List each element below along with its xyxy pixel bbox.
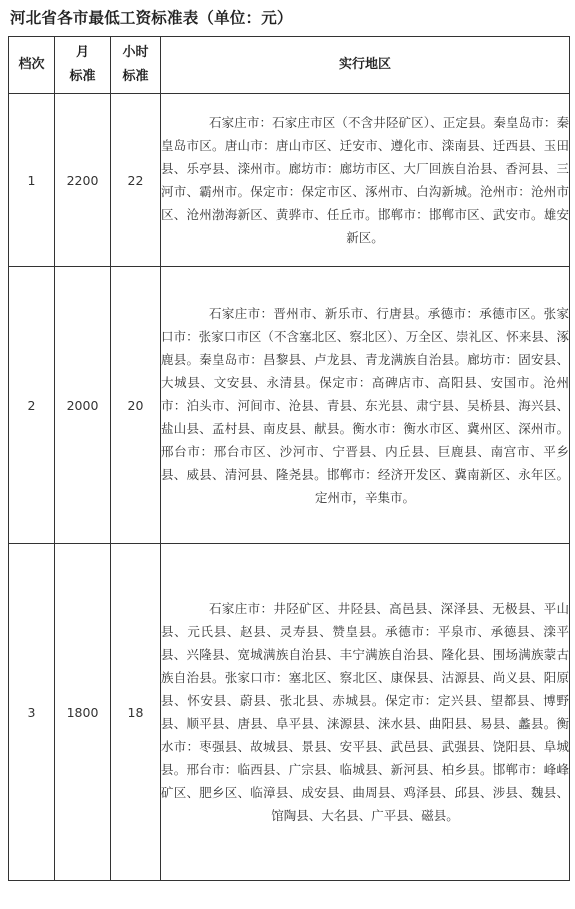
cell-areas (161, 544, 570, 881)
cell-areas (161, 267, 570, 544)
header-level-label: 档次 (18, 57, 45, 72)
areas-text: 石家庄市：石家庄市区（不含井陉矿区）、正定县。秦皇岛市：秦皇岛市区。唐山市：唐山市区、迁安市、遵化市、滦南县、迁西县、玉田县、乐亭县、滦州市。廊坊市：廊坊市区、大厂回族自治县、香河县、三河市、霸州市。保定市：保定市区、涿州市、白沟新城。沧州市：沧州市区、沧州渤海新区、黄骅市、任丘市。邯郸市：邯郸市区、武安市。雄安新区。 (161, 115, 569, 245)
cell-hourly: 18 (111, 544, 161, 881)
cell-level: 2 (9, 267, 55, 544)
minimum-wage-table (8, 36, 570, 881)
header-hourly-line2: 标准 (122, 69, 149, 84)
cell-level: 1 (9, 94, 55, 267)
header-monthly-standard (55, 37, 111, 94)
table-row (9, 94, 570, 267)
cell-areas (161, 94, 570, 267)
areas-text: 石家庄市：井陉矿区、井陉县、高邑县、深泽县、无极县、平山县、元氏县、赵县、灵寿县、赞皇县。承德市：平泉市、承德县、滦平县、兴隆县、宽城满族自治县、丰宁满族自治县、隆化县、围场满族蒙古族自治县。张家口市：塞北区、察北区、康保县、沽源县、尚义县、阳原县、怀安县、蔚县、张北县、赤城县。保定市：定兴县、望都县、博野县、顺平县、唐县、阜平县、涞源县、涞水县、曲阳县、易县、蠡县。衡水市：枣强县、故城县、景县、安平县、武邑县、武强县、饶阳县、阜城县。邢台市：临西县、广宗县、临城县、新河县、柏乡县。邯郸市：峰峰矿区、肥乡区、临漳县、成安县、曲周县、鸡泽县、邱县、涉县、魏县、馆陶县、大名县、广平县、磁县。 (161, 601, 569, 823)
header-areas-label: 实行地区 (338, 57, 391, 72)
header-monthly-line1: 月 (75, 45, 89, 60)
header-monthly-line2: 标准 (69, 69, 96, 84)
table-row (9, 544, 570, 881)
cell-monthly: 2200 (55, 94, 111, 267)
cell-monthly: 2000 (55, 267, 111, 544)
cell-monthly: 1800 (55, 544, 111, 881)
header-hourly-standard (111, 37, 161, 94)
areas-text: 石家庄市：晋州市、新乐市、行唐县。承德市：承德市区。张家口市：张家口市区（不含塞北区、察北区）、万全区、崇礼区、怀来县、涿鹿县。秦皇岛市：昌黎县、卢龙县、青龙满族自治县。廊坊市：固安县、大城县、文安县、永清县。保定市：高碑店市、高阳县、安国市。沧州市：泊头市、河间市、沧县、青县、东光县、肃宁县、吴桥县、海兴县、盐山县、孟村县、南皮县、献县。衡水市：衡水市区、冀州区、深州市。邢台市：邢台市区、沙河市、宁晋县、内丘县、巨鹿县、南宫市、平乡县、威县、清河县、隆尧县。邯郸市：经济开发区、冀南新区、永年区。定州市，辛集市。 (161, 305, 569, 505)
cell-hourly: 22 (111, 94, 161, 267)
header-areas (161, 37, 570, 94)
page-title: 河北省各市最低工资标准表（单位：元） (10, 9, 293, 27)
header-level (9, 37, 55, 94)
cell-hourly: 20 (111, 267, 161, 544)
table-row (9, 267, 570, 544)
table-header-row (9, 37, 570, 94)
header-hourly-line1: 小时 (122, 45, 149, 60)
cell-level: 3 (9, 544, 55, 881)
